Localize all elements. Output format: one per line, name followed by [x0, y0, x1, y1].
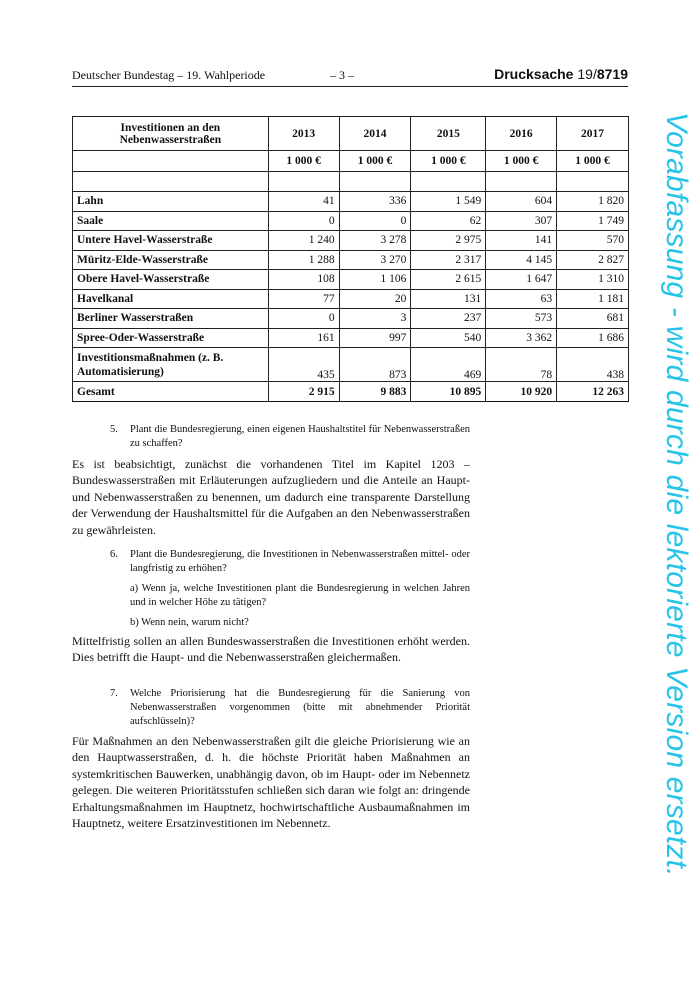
value-cell: 2 975	[411, 231, 486, 251]
question-6b: b) Wenn nein, warum nicht?	[130, 617, 249, 628]
value-cell: 78	[486, 348, 557, 382]
year-header: 2016	[486, 117, 557, 151]
value-cell: 3 270	[339, 250, 411, 270]
value-cell: 307	[486, 211, 557, 231]
value-cell: 1 106	[339, 270, 411, 290]
value-cell: 1 647	[486, 270, 557, 290]
value-cell: 41	[268, 192, 339, 212]
answer-5: Es ist beabsichtigt, zunächst die vorhandenen Titel im Kapitel 1203 – Bundeswasserstraßen mit Erläuterungen aufzugliedern und die Anteile an Haupt- und Nebenwasserstraßen zu benennen, um dadurch eine transparente Darstellung der Verwendung der Haushaltsmittel für die Aufgaben an den Nebenwasserstraßen zu gewährleisten.	[72, 457, 470, 537]
table-row	[73, 309, 629, 329]
document-number	[494, 66, 628, 82]
unit-cell: 1 000 €	[557, 151, 629, 172]
spacer-row	[73, 172, 629, 192]
value-cell: 2 317	[411, 250, 486, 270]
page-header	[72, 68, 628, 87]
value-cell: 141	[486, 231, 557, 251]
question-text: Plant die Bundesregierung, die Investitionen in Nebenwasserstraßen mittel- oder langfristig zu erhöhen?	[130, 549, 470, 574]
table-header-row	[73, 117, 629, 151]
value-cell: 63	[486, 289, 557, 309]
value-cell: 570	[557, 231, 629, 251]
answer-7: Für Maßnahmen an den Nebenwasserstraßen gilt die gleiche Priorisierung wie an den Hauptwasserstraßen, d. h. die höchste Priorität haben Maßnahmen an systemkritischen Bauwerken, unabhängig davon, ob im Haupt- oder im Nebennetz gelegen. Die weiteren Prioritätsstufen schließen sich daran wie folgt an: dringende Erhaltungsmaßnahmen im Hauptnetz, hochwirtschaftliche Ausbaumaßnahmen im Hauptnetz, weitere Ersatzinvestitionen im Nebennetz.	[72, 734, 470, 831]
value-cell: 3	[339, 309, 411, 329]
answer-6: Mittelfristig sollen an allen Bundeswasserstraßen die Investitionen erhöht werden. Dies betrifft die Haupt- und die Nebenwasserstraßen gleichermaßen.	[72, 634, 470, 665]
question-number: 7.	[110, 688, 118, 699]
unit-cell: 1 000 €	[486, 151, 557, 172]
row-label: Investitionsmaßnahmen (z. B. Automatisierung)	[73, 348, 269, 382]
row-label: Müritz-Elde-Wasserstraße	[73, 250, 269, 270]
value-cell: 1 310	[557, 270, 629, 290]
value-cell: 3 362	[486, 328, 557, 348]
row-label: Saale	[73, 211, 269, 231]
value-cell: 20	[339, 289, 411, 309]
table-row	[73, 250, 629, 270]
parliament-period: Deutscher Bundestag – 19. Wahlperiode	[72, 68, 266, 82]
value-cell: 2 827	[557, 250, 629, 270]
question-6a: a) Wenn ja, welche Investitionen plant die Bundesregierung in welchen Jahren und in welcher Höhe zu tätigen?	[130, 583, 470, 608]
value-cell: 62	[411, 211, 486, 231]
value-cell: 4 145	[486, 250, 557, 270]
table-row	[73, 192, 629, 212]
year-header: 2017	[557, 117, 629, 151]
page-number: – 3 –	[330, 68, 354, 82]
document-number-main: 8719	[596, 66, 628, 82]
total-cell: 10 895	[411, 382, 486, 402]
year-header: 2014	[339, 117, 411, 151]
value-cell: 438	[557, 348, 629, 382]
value-cell: 77	[268, 289, 339, 309]
document-label: Drucksache	[494, 66, 574, 82]
value-cell: 1 686	[557, 328, 629, 348]
value-cell: 0	[339, 211, 411, 231]
value-cell: 131	[411, 289, 486, 309]
question-text: Welche Priorisierung hat die Bundesregierung für die Sanierung von Nebenwasserstraßen vorgenommen (bitte mit abnehmender Priorität aufschlüsseln)?	[130, 688, 470, 727]
table-row	[73, 231, 629, 251]
value-cell: 1 288	[268, 250, 339, 270]
value-cell: 336	[339, 192, 411, 212]
value-cell: 469	[411, 348, 486, 382]
question-7	[110, 687, 470, 729]
value-cell: 681	[557, 309, 629, 329]
value-cell: 2 615	[411, 270, 486, 290]
value-cell: 997	[339, 328, 411, 348]
document-number-prefix: 19/	[577, 66, 597, 82]
value-cell: 1 549	[411, 192, 486, 212]
value-cell: 3 278	[339, 231, 411, 251]
question-text: Plant die Bundesregierung, einen eigenen Haushaltstitel für Nebenwasserstraßen zu schaffen?	[130, 424, 470, 449]
unit-cell: 1 000 €	[339, 151, 411, 172]
total-cell: 2 915	[268, 382, 339, 402]
value-cell: 1 820	[557, 192, 629, 212]
value-cell: 1 749	[557, 211, 629, 231]
total-row	[73, 382, 629, 402]
table-row	[73, 211, 629, 231]
value-cell: 0	[268, 211, 339, 231]
value-cell: 108	[268, 270, 339, 290]
value-cell: 237	[411, 309, 486, 329]
unit-cell: 1 000 €	[268, 151, 339, 172]
table-row	[73, 270, 629, 290]
investment-table	[72, 116, 629, 402]
year-header: 2013	[268, 117, 339, 151]
row-label: Berliner Wasserstraßen	[73, 309, 269, 329]
value-cell: 873	[339, 348, 411, 382]
value-cell: 540	[411, 328, 486, 348]
total-label: Gesamt	[73, 382, 269, 402]
value-cell: 161	[268, 328, 339, 348]
total-cell: 10 920	[486, 382, 557, 402]
value-cell: 0	[268, 309, 339, 329]
table-row	[73, 328, 629, 348]
row-label: Lahn	[73, 192, 269, 212]
unit-row	[73, 151, 629, 172]
row-label: Havelkanal	[73, 289, 269, 309]
table-row	[73, 348, 629, 382]
value-cell: 573	[486, 309, 557, 329]
watermark-text: Vorabfassung - wird durch die lektorierte Version ersetzt.	[660, 112, 693, 877]
value-cell: 604	[486, 192, 557, 212]
table-header-label: Investitionen an den Nebenwasserstraßen	[73, 117, 269, 151]
row-label: Spree-Oder-Wasserstraße	[73, 328, 269, 348]
question-6	[110, 548, 470, 576]
table-row	[73, 289, 629, 309]
row-label: Untere Havel-Wasserstraße	[73, 231, 269, 251]
value-cell: 1 181	[557, 289, 629, 309]
year-header: 2015	[411, 117, 486, 151]
total-cell: 9 883	[339, 382, 411, 402]
unit-cell: 1 000 €	[411, 151, 486, 172]
value-cell: 435	[268, 348, 339, 382]
question-number: 5.	[110, 424, 118, 435]
value-cell: 1 240	[268, 231, 339, 251]
row-label: Obere Havel-Wasserstraße	[73, 270, 269, 290]
total-cell: 12 263	[557, 382, 629, 402]
question-number: 6.	[110, 549, 118, 560]
question-5	[110, 423, 470, 451]
